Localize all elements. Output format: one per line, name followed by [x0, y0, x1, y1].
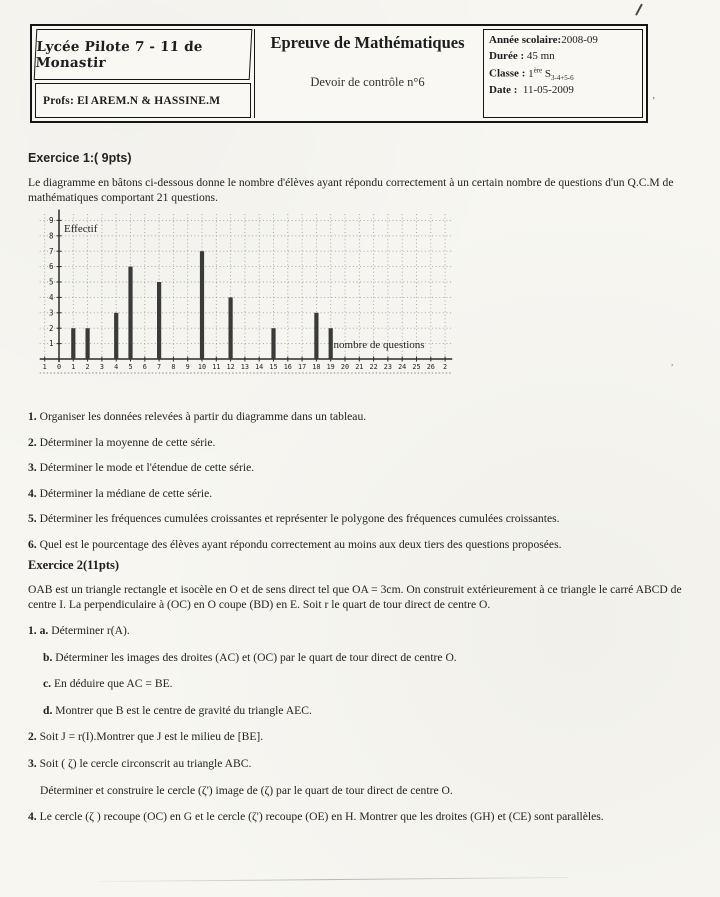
- exercise2-intro: OAB est un triangle rectangle et isocèle en O et de sens direct tel que OA = 3cm. On construit extérieurement à ce triangle le carré ABCD de centre I. La perpendiculaire à (OC) en O coupe (BD) en E. Soit r le quart de tour direct de centre O.: [28, 583, 682, 612]
- bar-chart: [22, 204, 478, 380]
- exercise2-heading: Exercice 2(11pts): [28, 558, 120, 572]
- date-label: Date :: [489, 83, 518, 96]
- question-1: 1. Organiser les données relevées à partir du diagramme dans un tableau.: [28, 410, 367, 423]
- y-tick-label: 5: [48, 277, 54, 287]
- x-tick-label: 0: [56, 363, 62, 371]
- duration-line: [489, 49, 637, 65]
- ink-speck: ’: [652, 96, 656, 107]
- x-tick-label: 16: [283, 363, 292, 371]
- item-1c: c. En déduire que AC = BE.: [43, 677, 173, 691]
- chart-ylabel: Effectif: [64, 222, 98, 235]
- x-tick-label: 12: [226, 363, 235, 371]
- x-tick-label: 7: [157, 363, 162, 371]
- header-table: [30, 24, 648, 123]
- question-4: 4. Déterminer la médiane de cette série.: [28, 486, 213, 500]
- exercise2-items: [28, 624, 700, 823]
- exam-title: Epreuve de Mathématiques: [270, 33, 465, 52]
- school-year-value: 2008-09: [561, 34, 598, 46]
- school-year-label: Année scolaire:: [489, 34, 562, 46]
- class-label: Classe :: [489, 67, 526, 80]
- chart-bar: [128, 267, 132, 359]
- chart-bar: [157, 282, 161, 359]
- x-tick-label: 22: [369, 363, 378, 371]
- chart-xlabel: nombre de questions: [333, 339, 425, 352]
- x-tick-label: 21: [355, 363, 364, 371]
- question-5: 5. Déterminer les fréquences cumulées croissantes et représenter le polygone des fréquences cumulées croissantes.: [28, 512, 560, 526]
- exercise1-questions: [28, 410, 698, 551]
- x-tick-label: 19: [326, 363, 335, 371]
- duration-value: 45 mn: [526, 49, 555, 62]
- question-6: 6. Quel est le pourcentage des élèves ayant répondu correctement au moins aux deux tiers des questions proposées.: [28, 537, 562, 551]
- item-3-continuation: Déterminer et construire le cercle (ζ') image de (ζ) par le quart de tour direct de centre O.: [40, 783, 453, 797]
- item-1b: b. Déterminer les images des droites (AC) et (OC) par le quart de tour direct de centre O.: [43, 650, 457, 664]
- x-tick-label: 2: [85, 363, 90, 371]
- x-tick-label: 5: [128, 363, 133, 371]
- x-tick-label: 3: [99, 363, 104, 371]
- bar-chart-container: [22, 204, 478, 390]
- chart-bar: [229, 297, 233, 359]
- x-tick-label: 1: [71, 363, 76, 371]
- x-tick-label: 23: [383, 363, 392, 371]
- exam-subtitle: Devoir de contrôle n°6: [310, 75, 425, 89]
- class-value: 1ère $S_{3-4+5-6}$: [528, 65, 574, 82]
- chart-bar: [71, 328, 75, 359]
- y-tick-label: 9: [48, 216, 54, 225]
- header-middle-column: [254, 29, 480, 118]
- x-tick-label: 20: [340, 363, 350, 371]
- duration-label: Durée :: [489, 49, 525, 62]
- header-info-box: [483, 29, 643, 118]
- chart-bar: [114, 313, 118, 359]
- x-tick-label: 8: [171, 363, 176, 371]
- x-tick-label: 6: [142, 363, 147, 371]
- y-tick-label: 2: [48, 323, 54, 333]
- x-tick-label: 14: [255, 363, 264, 371]
- pen-mark-artifact: [635, 3, 643, 15]
- date-value: 11-05-2009: [522, 83, 574, 96]
- question-2: 2. Déterminer la moyenne de cette série.: [28, 435, 216, 449]
- x-tick-label: 15: [269, 363, 278, 371]
- y-tick-label: 7: [48, 246, 54, 256]
- chart-bar: [86, 328, 90, 359]
- x-tick-label: 2: [443, 363, 448, 371]
- date-line: [489, 83, 637, 99]
- ink-speck: ,: [671, 357, 674, 367]
- item-3: 3. Soit ( ζ) le cercle circonscrit au triangle ABC.: [28, 756, 252, 770]
- chart-bar: [329, 328, 333, 359]
- chart-bar: [271, 328, 275, 359]
- school-name: Lycée Pilote 7 - 11 de Monastir: [34, 29, 253, 80]
- x-tick-label: 13: [240, 363, 249, 371]
- item-4: 4. Le cercle (ζ ) recoupe (OC) en G et le cercle (ζ') recoupe (OE) en H. Montrer que les droites (GH) et (CE) sont parallèles.: [28, 810, 604, 824]
- x-tick-label: 24: [398, 363, 407, 371]
- chart-bar: [314, 313, 318, 359]
- class-line: [489, 65, 637, 83]
- scan-line-artifact: [100, 877, 568, 882]
- y-tick-label: 1: [48, 339, 54, 349]
- x-tick-label: 26: [426, 363, 435, 371]
- y-tick-label: 8: [48, 231, 54, 241]
- question-3: 3. Déterminer le mode et l'étendue de cette série.: [28, 461, 255, 475]
- exercise1-heading: Exercice 1:( 9pts): [28, 151, 132, 165]
- item-1d: d. Montrer que B est le centre de gravité du triangle AEC.: [43, 703, 312, 717]
- x-tick-label: 11: [212, 363, 221, 371]
- header-left-column: [35, 29, 251, 118]
- y-tick-label: 4: [48, 293, 54, 302]
- professors: Profs: El AREM.N & HASSINE.M: [35, 83, 251, 118]
- x-tick-label: 18: [312, 363, 321, 371]
- school-year-line: [489, 33, 637, 49]
- x-tick-label: 10: [197, 363, 207, 371]
- exercise1-intro: Le diagramme en bâtons ci-dessous donne le nombre d'élèves ayant répondu correctement à un certain nombre de questions d'un Q.C.M de mathématiques comportant 21 questions.: [28, 176, 674, 204]
- y-tick-label: 3: [48, 308, 54, 318]
- x-tick-label: 17: [298, 363, 307, 371]
- y-tick-label: 6: [48, 262, 54, 272]
- x-tick-label: 25: [412, 363, 421, 371]
- chart-bar: [200, 251, 204, 359]
- item-2: 2. Soit J = r(I).Montrer que J est le milieu de [BE].: [28, 730, 264, 744]
- item-1a: 1. a. Déterminer r(A).: [28, 624, 130, 637]
- x-tick-label: 9: [185, 363, 190, 371]
- x-tick-label: 4: [114, 363, 119, 371]
- x-tick-label: 1: [42, 363, 47, 371]
